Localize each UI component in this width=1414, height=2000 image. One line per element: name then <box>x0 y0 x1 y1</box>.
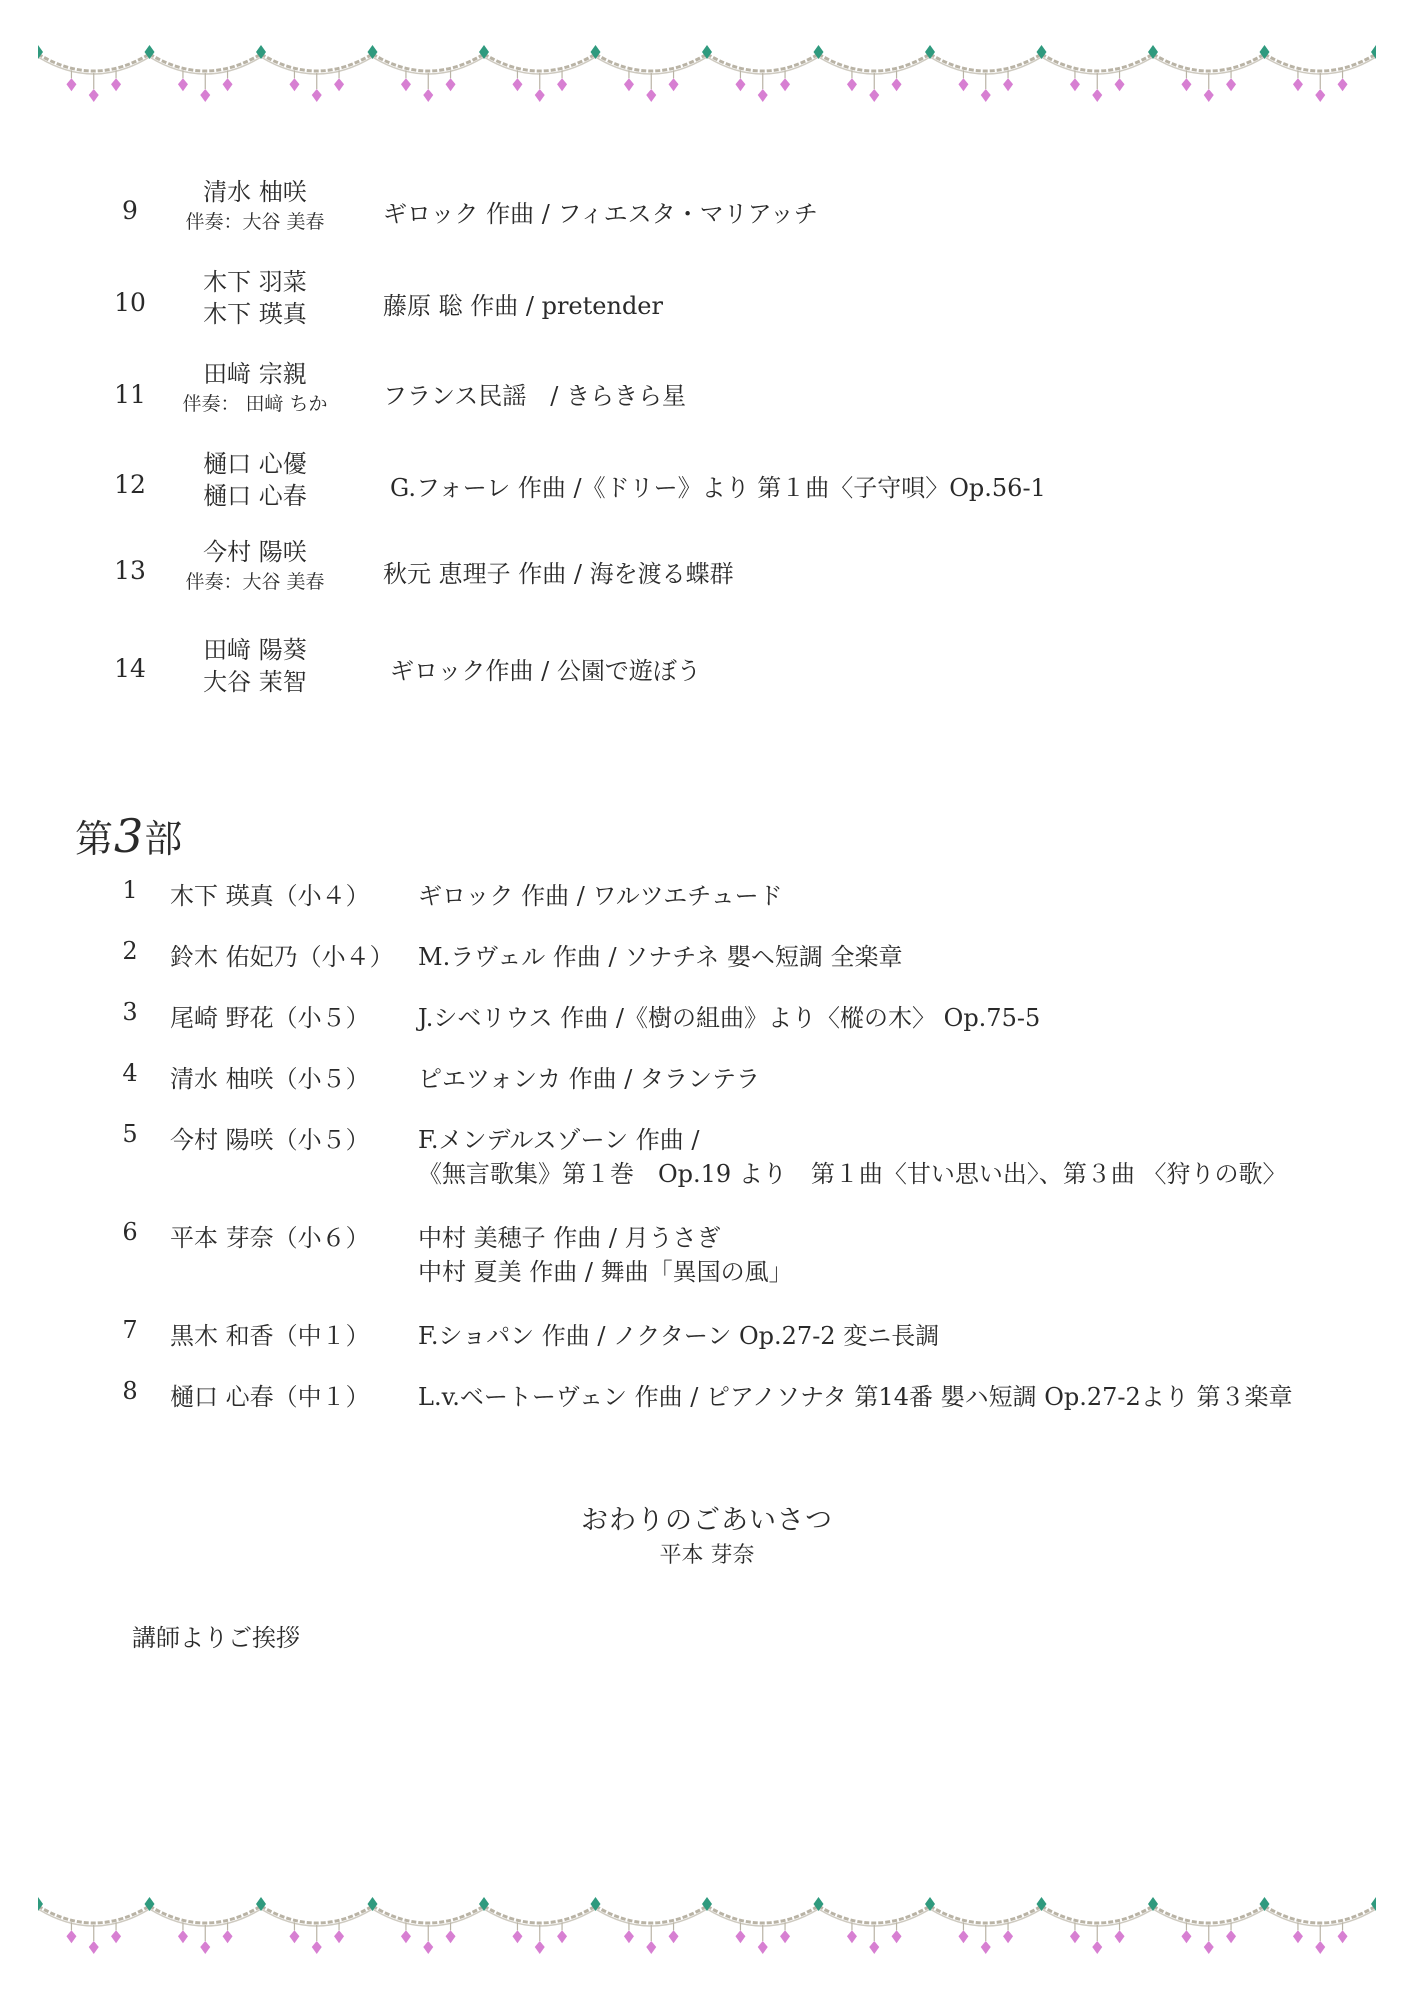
piece-title: 秋元 恵理子 作曲 / 海を渡る蝶群 <box>383 560 734 588</box>
pink-gem-icon <box>1315 89 1325 102</box>
pink-gem-icon <box>1003 1930 1013 1943</box>
pink-gem-icon <box>223 1930 233 1943</box>
pink-gem-icon <box>111 78 121 91</box>
row-number: 1 <box>122 876 138 904</box>
pink-gem-icon <box>423 89 433 102</box>
pink-gem-icon <box>66 78 76 91</box>
program-row <box>0 536 1414 606</box>
program-row <box>0 634 1414 704</box>
piece-title: F.メンデルスゾーン 作曲 / <box>418 1126 700 1154</box>
pink-gem-icon <box>1070 78 1080 91</box>
pink-gem-icon <box>780 78 790 91</box>
row-number: 7 <box>122 1316 138 1344</box>
part3-heading-number: 3 <box>114 809 145 863</box>
pink-gem-icon <box>178 1930 188 1943</box>
piece-title: J.シベリウス 作曲 /《樹の組曲》より〈樅の木〉 Op.75-5 <box>418 1004 1041 1032</box>
pink-gem-icon <box>312 89 322 102</box>
piece-title: 藤原 聡 作曲 / pretender <box>383 292 663 320</box>
pink-gem-icon <box>869 1941 879 1954</box>
pink-gem-icon <box>512 78 522 91</box>
pink-gem-icon <box>624 1930 634 1943</box>
piece-title: M.ラヴェル 作曲 / ソナチネ 嬰ヘ短調 全楽章 <box>418 943 903 971</box>
pink-gem-icon <box>312 1941 322 1954</box>
program-row <box>0 448 1414 518</box>
performer-name: 樋口 心春 <box>203 482 307 510</box>
row-number: 9 <box>122 196 138 225</box>
pink-gem-icon <box>847 1930 857 1943</box>
pink-gem-icon <box>869 89 879 102</box>
row-number: 2 <box>122 937 138 965</box>
pink-gem-icon <box>1338 78 1348 91</box>
pink-gem-icon <box>981 1941 991 1954</box>
piece-title: ピエツォンカ 作曲 / タランテラ <box>418 1065 761 1093</box>
pink-gem-icon <box>735 78 745 91</box>
pink-gem-icon <box>178 78 188 91</box>
performer-name: 田﨑 陽葵 <box>203 636 307 664</box>
pink-gem-icon <box>958 78 968 91</box>
pink-gem-icon <box>981 89 991 102</box>
pink-gem-icon <box>892 78 902 91</box>
pink-gem-icon <box>735 1930 745 1943</box>
pink-gem-icon <box>334 1930 344 1943</box>
pink-gem-icon <box>1315 1941 1325 1954</box>
pink-gem-icon <box>758 1941 768 1954</box>
pink-gem-icon <box>334 78 344 91</box>
performer-name: 今村 陽咲（小５） <box>170 1126 370 1154</box>
pink-gem-icon <box>758 89 768 102</box>
pink-gem-icon <box>89 1941 99 1954</box>
row-number: 3 <box>122 998 138 1026</box>
part3-heading-suffix: 部 <box>144 817 184 861</box>
pink-gem-icon <box>1204 89 1214 102</box>
performer-name: 樋口 心優 <box>203 450 307 478</box>
performer-name: 平本 芽奈（小６） <box>170 1224 370 1252</box>
accompanist-name: 伴奏： 田﨑 ちか <box>182 393 328 415</box>
pink-gem-icon <box>892 1930 902 1943</box>
performer-name: 清水 柚咲（小５） <box>170 1065 370 1093</box>
piece-title-line2: 中村 夏美 作曲 / 舞曲「異国の風」 <box>418 1258 793 1286</box>
pink-gem-icon <box>1115 1930 1125 1943</box>
part3-heading-prefix: 第 <box>75 817 115 861</box>
pink-gem-icon <box>1293 1930 1303 1943</box>
performer-name: 尾崎 野花（小５） <box>170 1004 370 1032</box>
pink-gem-icon <box>669 1930 679 1943</box>
pink-gem-icon <box>669 78 679 91</box>
pink-gem-icon <box>200 1941 210 1954</box>
pink-gem-icon <box>1070 1930 1080 1943</box>
pink-gem-icon <box>289 78 299 91</box>
pink-gem-icon <box>535 1941 545 1954</box>
pink-gem-icon <box>1003 78 1013 91</box>
pink-gem-icon <box>1226 1930 1236 1943</box>
row-number: 5 <box>122 1120 138 1148</box>
pink-gem-icon <box>1181 78 1191 91</box>
top-garland-decoration <box>38 36 1376 106</box>
pink-gem-icon <box>223 78 233 91</box>
pink-gem-icon <box>446 1930 456 1943</box>
row-number: 12 <box>114 470 146 499</box>
performer-name: 今村 陽咲 <box>203 538 307 566</box>
row-number: 8 <box>122 1377 138 1405</box>
row-number: 14 <box>114 654 146 683</box>
closing-greeting-title: おわりのごあいさつ <box>581 1505 833 1536</box>
pink-gem-icon <box>1092 1941 1102 1954</box>
pink-gem-icon <box>200 89 210 102</box>
piece-title-line2: 《無言歌集》第１巻 Op.19 より 第１曲〈甘い思い出〉、第３曲 〈狩りの歌〉 <box>418 1160 1287 1188</box>
piece-title: 中村 美穂子 作曲 / 月うさぎ <box>418 1224 721 1252</box>
closing-greeting-name: 平本 芽奈 <box>659 1543 755 1568</box>
row-number: 6 <box>122 1218 138 1246</box>
row-number: 13 <box>114 556 146 585</box>
pink-gem-icon <box>780 1930 790 1943</box>
row-number: 11 <box>114 380 146 409</box>
pink-gem-icon <box>557 1930 567 1943</box>
piece-title: フランス民謡 / きらきら星 <box>383 382 686 410</box>
pink-gem-icon <box>1181 1930 1191 1943</box>
pink-gem-icon <box>535 89 545 102</box>
performer-name: 木下 瑛真 <box>203 300 307 328</box>
accompanist-name: 伴奏：大谷 美春 <box>185 211 325 233</box>
bottom-garland-decoration <box>38 1888 1376 1958</box>
pink-gem-icon <box>66 1930 76 1943</box>
row-number: 10 <box>114 288 146 317</box>
program-row <box>0 358 1414 428</box>
pink-gem-icon <box>1092 89 1102 102</box>
performer-name: 樋口 心春（中１） <box>170 1383 370 1411</box>
pink-gem-icon <box>557 78 567 91</box>
program-row <box>0 176 1414 246</box>
pink-gem-icon <box>1115 78 1125 91</box>
piece-title: L.v.ベートーヴェン 作曲 / ピアノソナタ 第14番 嬰ハ短調 Op.27-2より 第３楽章 <box>418 1383 1293 1411</box>
piece-title: F.ショパン 作曲 / ノクターン Op.27-2 変ニ長調 <box>418 1322 940 1350</box>
pink-gem-icon <box>1338 1930 1348 1943</box>
performer-name: 鈴木 佑妃乃（小４） <box>170 943 394 971</box>
pink-gem-icon <box>1204 1941 1214 1954</box>
piece-title: ギロック 作曲 / ワルツエチュード <box>418 882 783 910</box>
performer-name: 田﨑 宗親 <box>203 360 307 388</box>
pink-gem-icon <box>401 1930 411 1943</box>
performer-name: 木下 瑛真（小４） <box>170 882 370 910</box>
piece-title: ギロック作曲 / 公園で遊ぼう <box>390 657 701 685</box>
pink-gem-icon <box>1226 78 1236 91</box>
part3-heading <box>75 808 183 863</box>
pink-gem-icon <box>111 1930 121 1943</box>
piece-title: ギロック 作曲 / フィエスタ・マリアッチ <box>383 200 818 228</box>
pink-gem-icon <box>512 1930 522 1943</box>
pink-gem-icon <box>646 89 656 102</box>
pink-gem-icon <box>847 78 857 91</box>
performer-name: 清水 柚咲 <box>203 178 307 206</box>
instructor-greeting: 講師よりご挨拶 <box>132 1624 300 1652</box>
performer-name: 黒木 和香（中１） <box>170 1322 370 1350</box>
pink-gem-icon <box>401 78 411 91</box>
pink-gem-icon <box>446 78 456 91</box>
pink-gem-icon <box>89 89 99 102</box>
performer-name: 大谷 茉智 <box>203 668 307 696</box>
pink-gem-icon <box>1293 78 1303 91</box>
pink-gem-icon <box>646 1941 656 1954</box>
pink-gem-icon <box>624 78 634 91</box>
pink-gem-icon <box>423 1941 433 1954</box>
program-row <box>0 266 1414 336</box>
piece-title: G.フォーレ 作曲 /《ドリー》より 第１曲〈子守唄〉Op.56-1 <box>390 474 1046 502</box>
performer-name: 木下 羽菜 <box>203 268 307 296</box>
row-number: 4 <box>122 1059 138 1087</box>
pink-gem-icon <box>289 1930 299 1943</box>
pink-gem-icon <box>958 1930 968 1943</box>
accompanist-name: 伴奏：大谷 美春 <box>185 571 325 593</box>
